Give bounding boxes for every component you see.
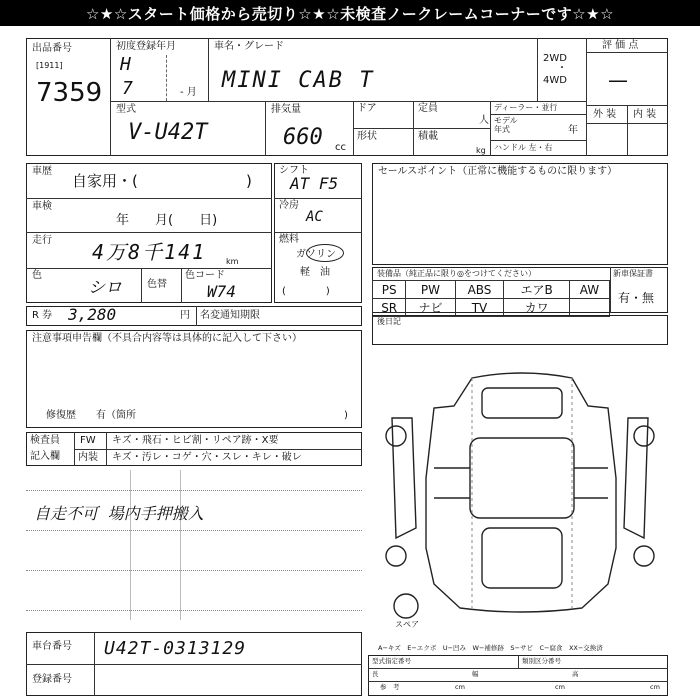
chassis-value: U42T-0313129 <box>104 638 247 659</box>
interior-label: 内 装 <box>633 109 657 120</box>
history-value: 自家用・( <box>72 172 138 190</box>
damage-legend: A−キズ E−エクボ U−凹み W−補修跡 S−サビ C−腐食 XX−交換済 <box>378 644 603 652</box>
model-label: 車名・グレード <box>214 41 284 52</box>
drive-4wd: 4WD <box>543 75 567 86</box>
shift-label: シフト <box>279 165 309 176</box>
drive-2wd: 2WD <box>543 53 567 64</box>
spec-cm-1: cm <box>455 683 465 691</box>
spare-tire-icon <box>394 594 418 618</box>
color-label: 色 <box>32 270 42 281</box>
tax-label: 名変通知期限 <box>200 310 260 321</box>
interior-code-label: 内装 <box>78 452 98 463</box>
equip-pw: PW <box>406 281 455 299</box>
mileage-label: 走行 <box>32 235 52 246</box>
spec-reference-label: 参 考 <box>380 683 400 691</box>
displacement-value: 660 <box>283 125 323 150</box>
equip-leather: カワ <box>504 299 569 317</box>
sales-point-label: セールスポイント（正常に機能するものに限ります） <box>378 166 618 177</box>
spec-class-label: 類別区分番号 <box>522 657 561 665</box>
era-value: H <box>120 54 131 75</box>
dealer-label: ディーラー・並行 <box>494 103 558 112</box>
spec-height-label: 高 <box>572 670 579 678</box>
repair-label: 修復歴 有（箇所 <box>46 410 136 421</box>
load-label: 積載 <box>418 131 438 142</box>
recycle-label: R 券 <box>32 310 53 321</box>
shape-label: 形状 <box>357 131 377 142</box>
equip-aw: AW <box>569 281 609 299</box>
equip-abs: ABS <box>455 281 504 299</box>
lot-number: 7359 <box>36 78 103 108</box>
sales-point-box <box>372 163 668 265</box>
spec-width-label: 幅 <box>472 670 479 678</box>
ac-value: AC <box>306 209 323 225</box>
equipment-label: 装備品（純正品に限り◎をつけてください） <box>377 269 536 278</box>
inspection-value: 年 月( 日) <box>116 213 218 228</box>
exterior-label: 外 装 <box>593 109 617 120</box>
first-reg-label: 初度登録年月 <box>116 41 176 52</box>
lot-code: [1911] <box>36 61 63 70</box>
drive-dot: ・ <box>557 63 567 74</box>
spec-length-label: 長 <box>372 670 379 678</box>
year-unit: 年 <box>568 125 578 136</box>
capacity-unit: 人 <box>479 115 489 126</box>
capacity-label: 定員 <box>418 103 438 114</box>
month-suffix: - 月 <box>180 87 197 98</box>
type-value: V-U42T <box>128 120 208 145</box>
color-change-label: 色替 <box>147 279 167 290</box>
color-value: シロ <box>88 278 122 298</box>
inspector-label-2: 記入欄 <box>30 451 60 462</box>
new-car-warranty-value: 有・無 <box>618 291 655 305</box>
fuel-diesel: 軽 油 <box>300 267 330 278</box>
year-value: 7 <box>122 78 133 99</box>
new-car-warranty-label: 新車保証書 <box>613 269 653 278</box>
rear-comment-box <box>372 315 668 345</box>
equip-airbag: エアB <box>504 281 569 299</box>
model-name: MINI CAB T <box>222 68 375 93</box>
memo-text: 自走不可 場内手押搬入 <box>34 504 204 523</box>
fuel-gasoline: ガソリン <box>296 249 336 260</box>
chassis-label: 車台番号 <box>32 641 72 652</box>
ac-label: 冷房 <box>279 200 299 211</box>
interior-code-text: キズ・汚レ・コゲ・穴・スレ・キレ・破レ <box>112 452 302 463</box>
equip-sr: SR <box>373 299 406 317</box>
inspector-label-1: 検査員 <box>30 435 60 446</box>
history-label: 車歴 <box>32 166 52 177</box>
model-year-label: モデル 年式 <box>494 116 518 134</box>
repair-close: ) <box>344 410 348 421</box>
inspection-label: 車検 <box>32 201 52 212</box>
fuel-other: ( ) <box>282 286 330 297</box>
gasoline-circle-mark <box>306 244 344 262</box>
recycle-unit: 円 <box>180 310 190 321</box>
displacement-unit: cc <box>335 142 346 153</box>
spec-type-label: 型式指定番号 <box>372 657 411 665</box>
spare-label: スペア <box>395 620 419 629</box>
type-label: 型式 <box>116 104 136 115</box>
banner: ☆★☆スタート価格から売切り☆★☆未検査ノークレームコーナーです☆★☆ <box>0 0 700 26</box>
rear-label: 後日記 <box>377 317 401 326</box>
car-diagram <box>372 348 668 633</box>
notes-label: 注意事項申告欄（不具合内容等は具体的に記入して下さい） <box>32 333 302 344</box>
load-unit: kg <box>476 146 486 155</box>
equipment-table <box>372 280 610 317</box>
equip-ps: PS <box>373 281 406 299</box>
color-code-value: W74 <box>207 282 236 301</box>
mileage-unit: km <box>226 257 239 266</box>
equip-empty <box>569 299 609 317</box>
spec-cm-3: cm <box>650 683 660 691</box>
grade-value: — <box>608 68 628 92</box>
spec-cm-2: cm <box>555 683 565 691</box>
recycle-value: 3,280 <box>68 305 117 324</box>
displacement-label: 排気量 <box>271 104 301 115</box>
mileage-value: 4万8千141 <box>92 240 207 264</box>
fw-text: キズ・飛石・ヒビ割・リペア跡・X要 <box>112 435 279 446</box>
grade-label: 評 価 点 <box>602 40 639 51</box>
fuel-label: 燃料 <box>279 234 299 245</box>
shift-value: AT F5 <box>290 174 339 193</box>
door-label: ドア <box>357 103 377 114</box>
equip-tv: TV <box>455 299 504 317</box>
color-code-label: 色コード <box>185 270 225 281</box>
equip-navi: ナビ <box>406 299 455 317</box>
fw-label: FW <box>80 435 96 446</box>
lot-label: 出品番号 <box>32 43 72 54</box>
history-close: ) <box>246 172 252 190</box>
registration-label: 登録番号 <box>32 674 72 685</box>
handle-label: ハンドル 左・右 <box>494 143 553 152</box>
